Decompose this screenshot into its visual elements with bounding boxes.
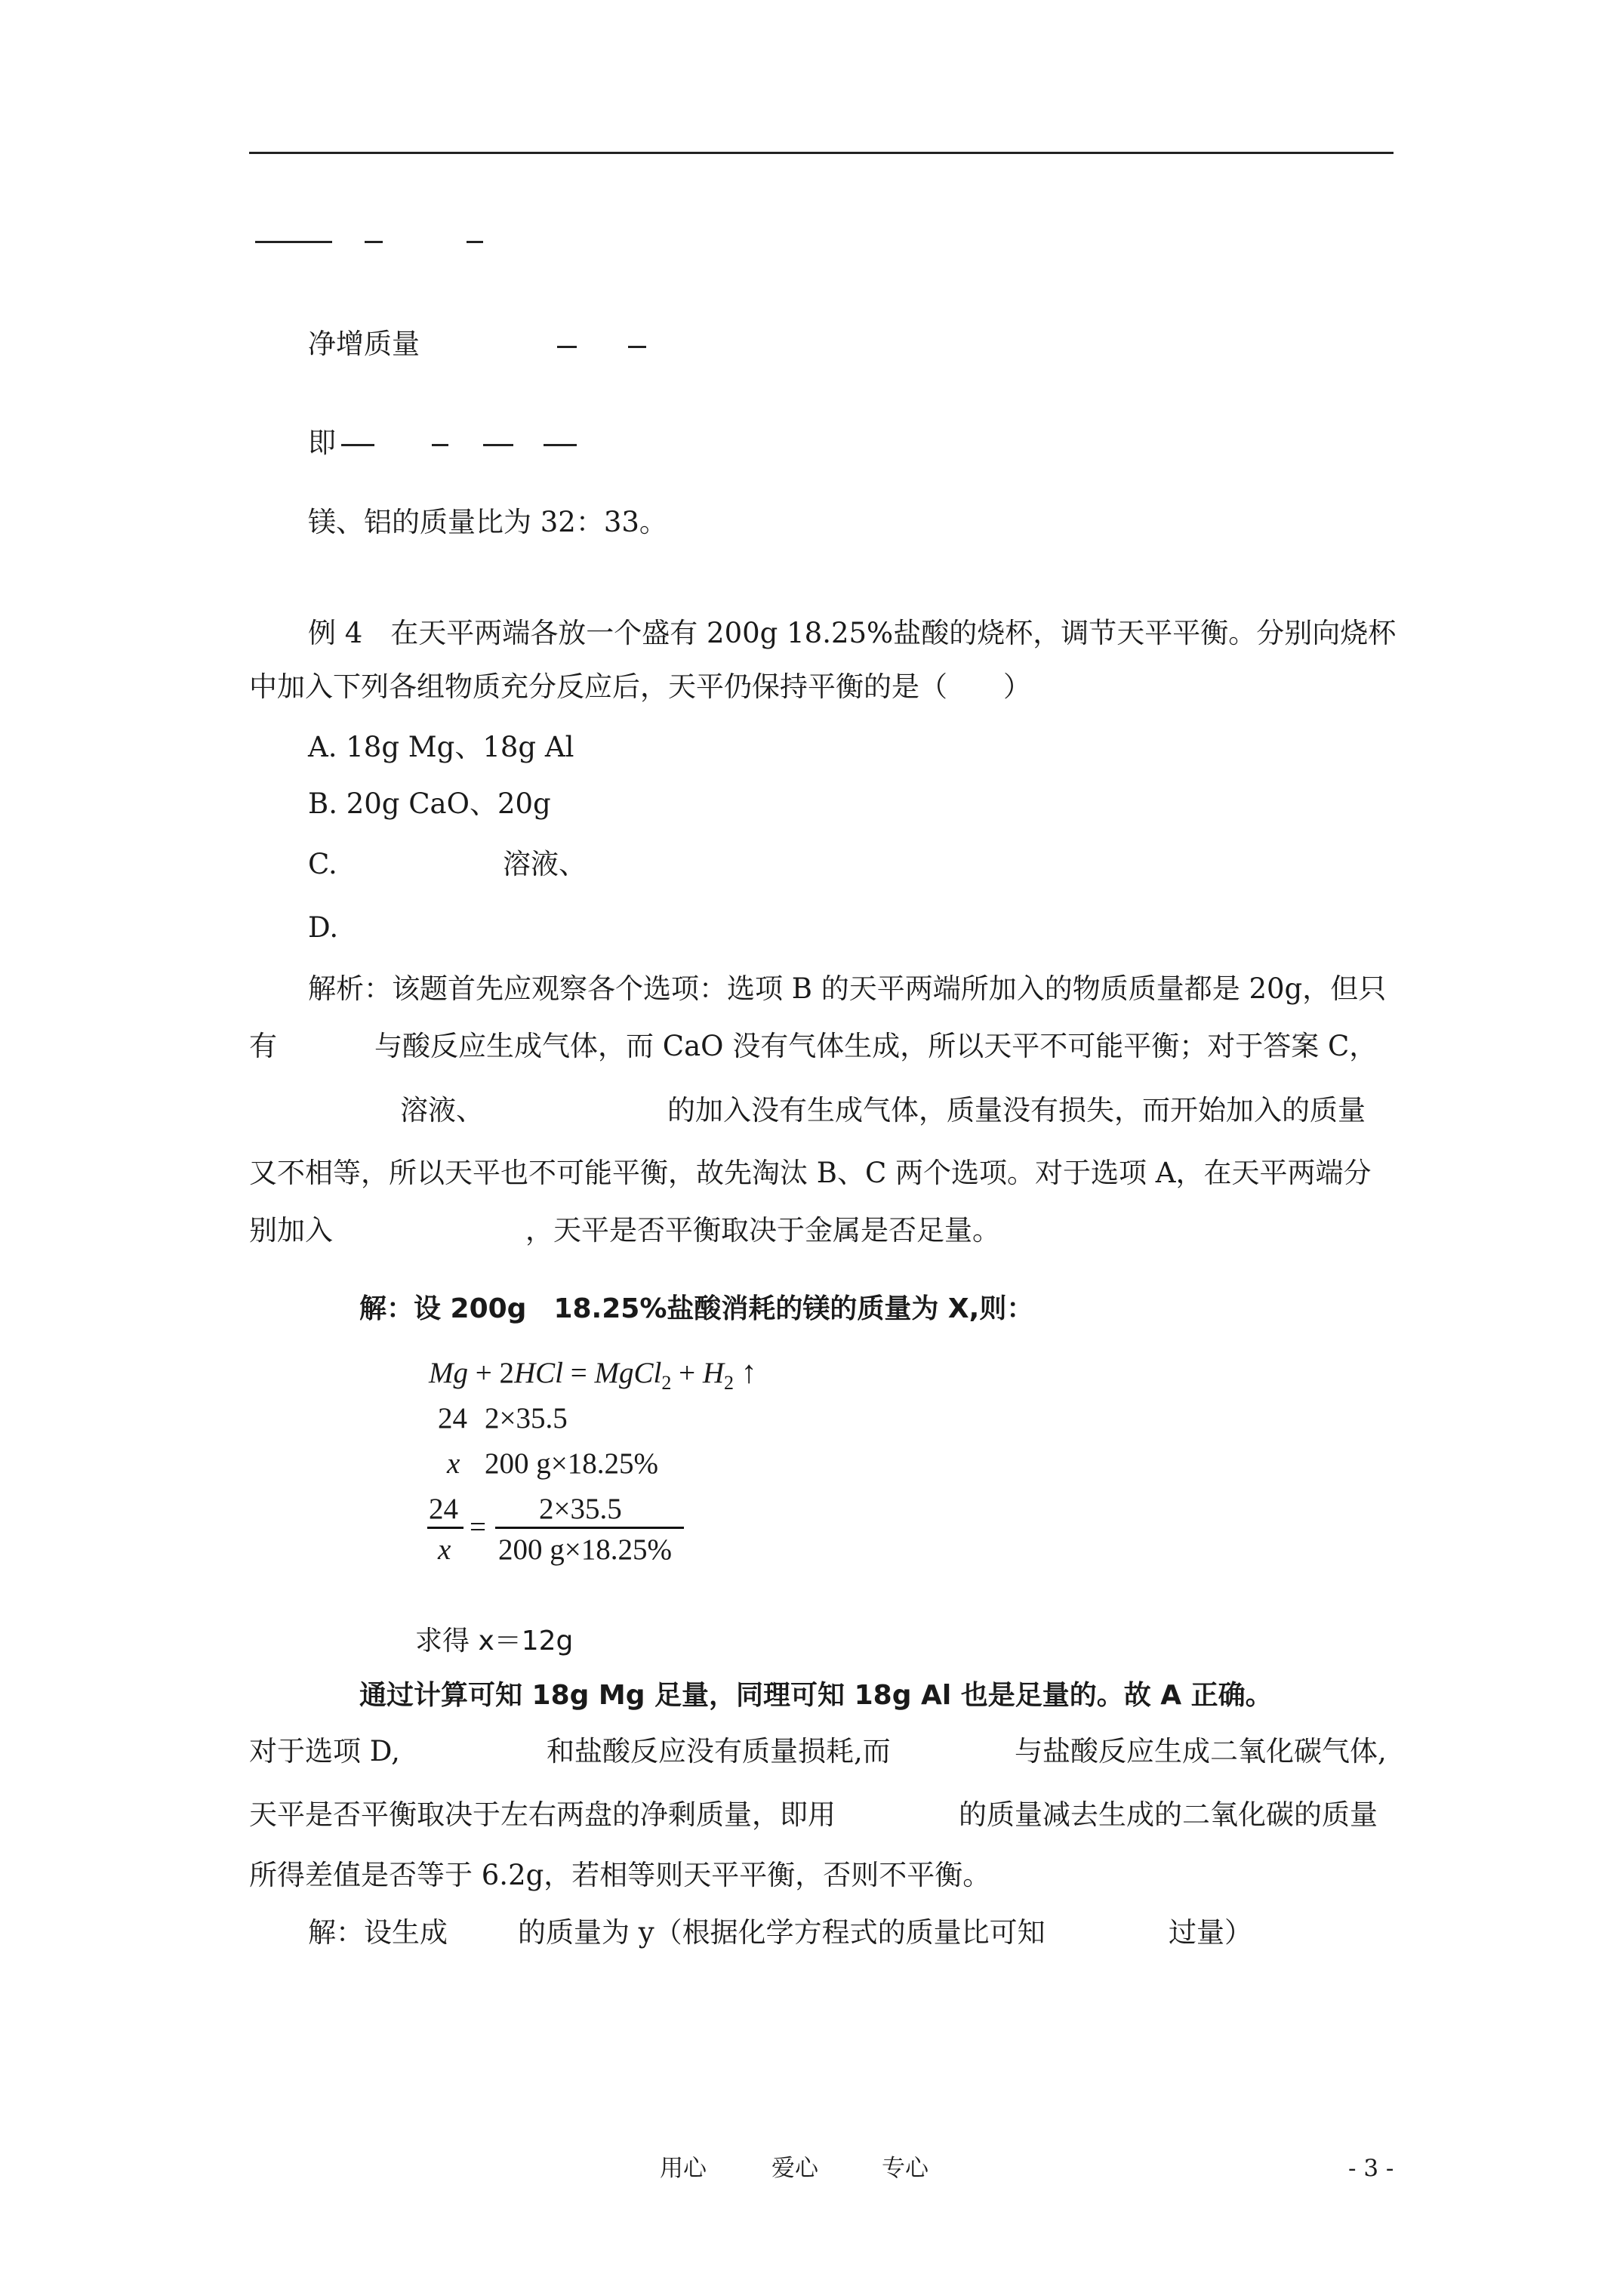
- example-4-line-2: 中加入下列各组物质充分反应后，天平仍保持平衡的是（ ）: [249, 670, 1031, 703]
- eq-reactant-1: Mg: [429, 1357, 468, 1389]
- eq-product-1-sub: 2: [661, 1371, 672, 1394]
- eq-reactant-2: HCl: [514, 1357, 564, 1389]
- option-d-line-3: 所得差值是否等于 6.2g，若相等则天平平衡，否则不平衡。: [249, 1859, 991, 1891]
- final-line-a: 解：设生成: [308, 1916, 448, 1949]
- gas-arrow-icon: ↑: [741, 1355, 757, 1390]
- footer-motto-2: 爱心: [771, 2155, 818, 2182]
- var-right: 200 g×18.25%: [485, 1447, 658, 1480]
- var-row-right: [485, 1447, 658, 1481]
- analysis-line-3b: 的加入没有生成气体，质量没有损失，而开始加入的质量: [667, 1094, 1366, 1126]
- conclusion-line: 通过计算可知 18g Mg 足量，同理可知 18g Al 也是足量的。故 A 正确。: [359, 1680, 1273, 1711]
- mass-row-left: 24: [438, 1402, 467, 1435]
- analysis-line-5a: 别加入: [249, 1214, 333, 1247]
- option-d-label: D.: [308, 911, 339, 944]
- option-b: B. 20g CaO、20g: [308, 787, 551, 820]
- example-4-line-1: 例 4 在天平两端各放一个盛有 200g 18.25%盐酸的烧杯，调节天平平衡。分别向烧杯: [308, 617, 1397, 649]
- footer-motto-1: 用心: [660, 2155, 707, 2182]
- var-x: x: [447, 1447, 460, 1480]
- blank-line: [544, 444, 577, 446]
- option-d-line-1c: 与盐酸反应生成二氧化碳气体,: [1015, 1735, 1387, 1767]
- eq-equals: =: [570, 1357, 587, 1389]
- blank-line: [483, 444, 513, 446]
- option-c-text: 溶液、: [503, 848, 587, 880]
- option-d-line-2b: 的质量减去生成的二氧化碳的质量: [959, 1798, 1378, 1831]
- blank-line: [467, 241, 483, 243]
- analysis-line-2b: 与酸反应生成气体，而 CaO 没有气体生成，所以天平不可能平衡；对于答案 C，: [374, 1030, 1378, 1062]
- ji-label: 即: [308, 427, 336, 459]
- header-rule: [249, 152, 1394, 154]
- blank-line: [365, 241, 383, 243]
- analysis-line-3a: 溶液、: [400, 1094, 484, 1126]
- prop-left-fraction-bar: [427, 1527, 463, 1529]
- prop-right-numerator: 2×35.5: [539, 1493, 622, 1525]
- prop-left-denominator: [438, 1533, 451, 1567]
- eq-plus: +: [475, 1357, 492, 1389]
- analysis-line-4: 又不相等，所以天平也不可能平衡，故先淘汰 B、C 两个选项。对于选项 A，在天平两端分: [249, 1157, 1372, 1189]
- ratio-line: 镁、铝的质量比为 32：33。: [308, 506, 667, 538]
- blank-line: [255, 241, 332, 243]
- prop-right-denominator: 200 g×18.25%: [498, 1533, 672, 1566]
- eq-product-2-sub: 2: [724, 1371, 735, 1394]
- eq-product-2: H: [702, 1357, 725, 1389]
- analysis-line-1: 解析：该题首先应观察各个选项：选项 B 的天平两端所加入的物质质量都是 20g，但只: [308, 972, 1387, 1005]
- option-d-line-2a: 天平是否平衡取决于左右两盘的净剩质量，即用: [249, 1798, 836, 1831]
- eq-product-1: MgCl: [594, 1357, 662, 1389]
- option-c-label: C.: [308, 848, 337, 880]
- final-line-c: 过量）: [1169, 1916, 1252, 1949]
- option-a: A. 18g Mg、18g Al: [308, 731, 574, 763]
- footer-motto-3: 专心: [882, 2155, 929, 2182]
- eq-coef: 2: [499, 1357, 514, 1389]
- option-d-line-1a: 对于选项 D,: [249, 1735, 400, 1767]
- var-row-left: [447, 1447, 460, 1481]
- prop-equals: =: [470, 1511, 486, 1543]
- prop-left-numerator: 24: [429, 1493, 458, 1525]
- blank-line: [432, 444, 448, 446]
- blank-line: [557, 346, 577, 348]
- analysis-line-2a: 有: [249, 1030, 277, 1062]
- eq-plus: +: [679, 1357, 696, 1389]
- mass-row-right: 2×35.5: [485, 1402, 568, 1435]
- option-d-line-1b: 和盐酸反应没有质量损耗,而: [547, 1735, 891, 1767]
- final-line-b: 的质量为 y（根据化学方程式的质量比可知: [518, 1916, 1046, 1949]
- net-increase-label: 净增质量: [308, 328, 420, 360]
- solution-intro: 解：设 200g 18.25%盐酸消耗的镁的质量为 X,则：: [359, 1293, 1034, 1324]
- analysis-line-5b: ，天平是否平衡取决于金属是否足量。: [525, 1214, 1000, 1247]
- chemical-equation: [429, 1354, 757, 1395]
- page-number: - 3 -: [1348, 2155, 1394, 2182]
- prop-right-fraction-bar: [495, 1527, 684, 1529]
- blank-line: [628, 346, 646, 348]
- result-line: 求得 x＝12g: [415, 1626, 574, 1657]
- prop-x: x: [438, 1533, 451, 1566]
- blank-line: [341, 444, 374, 446]
